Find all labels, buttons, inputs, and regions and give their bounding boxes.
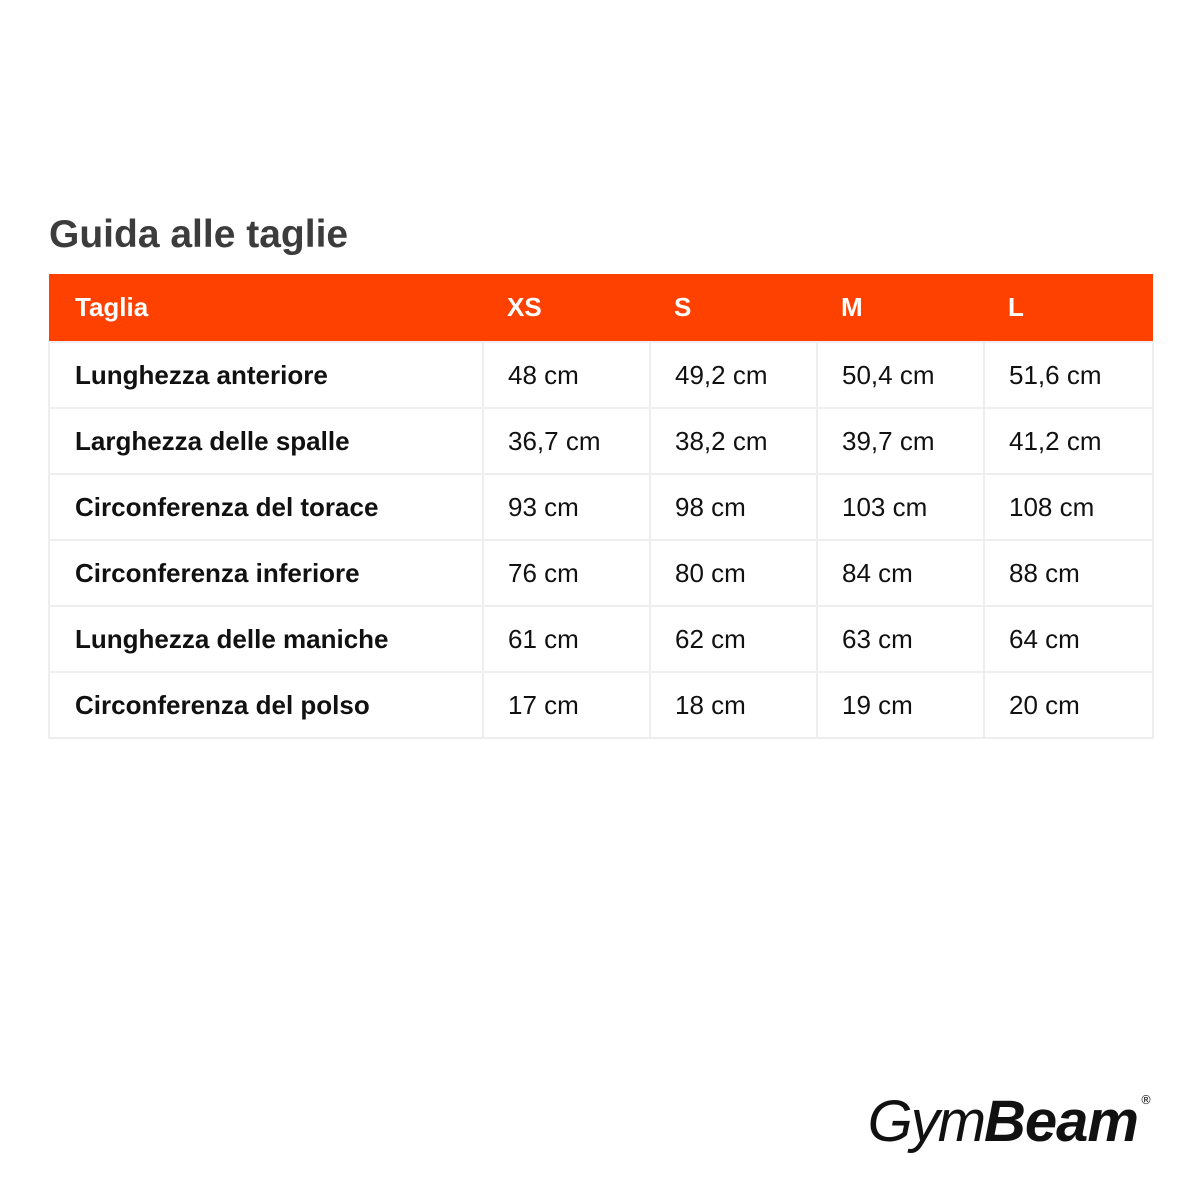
header-taglia: Taglia [49,274,483,342]
header-size-s: S [650,274,817,342]
table-cell: 48 cm [483,342,650,408]
table-cell: 63 cm [817,606,984,672]
gymbeam-logo [868,1090,1152,1154]
logo-text-beam: Beam [984,1089,1138,1154]
table-row [49,606,1153,672]
table-header-row [49,274,1153,342]
table-cell: 36,7 cm [483,408,650,474]
table-cell: 93 cm [483,474,650,540]
table-cell: 88 cm [984,540,1153,606]
table-cell: 49,2 cm [650,342,817,408]
table-cell: 51,6 cm [984,342,1153,408]
table-row [49,408,1153,474]
table-cell: 64 cm [984,606,1153,672]
table-cell: 98 cm [650,474,817,540]
table-cell: 76 cm [483,540,650,606]
table-row [49,540,1153,606]
row-label: Circonferenza del torace [49,474,483,540]
size-guide-table [48,274,1154,739]
header-size-m: M [817,274,984,342]
table-cell: 41,2 cm [984,408,1153,474]
logo-text-gym: Gym [867,1089,985,1154]
row-label: Lunghezza anteriore [49,342,483,408]
table-cell: 39,7 cm [817,408,984,474]
table-cell: 20 cm [984,672,1153,738]
table-row [49,672,1153,738]
header-size-l: L [984,274,1153,342]
row-label: Circonferenza del polso [49,672,483,738]
table-cell: 38,2 cm [650,408,817,474]
table-cell: 17 cm [483,672,650,738]
table-cell: 18 cm [650,672,817,738]
table-cell: 50,4 cm [817,342,984,408]
table-cell: 19 cm [817,672,984,738]
table-cell: 103 cm [817,474,984,540]
table-row [49,474,1153,540]
row-label: Lunghezza delle maniche [49,606,483,672]
page-title: Guida alle taglie [49,213,349,256]
table-cell: 61 cm [483,606,650,672]
row-label: Circonferenza inferiore [49,540,483,606]
table-cell: 80 cm [650,540,817,606]
row-label: Larghezza delle spalle [49,408,483,474]
table-cell: 62 cm [650,606,817,672]
table-cell: 84 cm [817,540,984,606]
registered-mark: ® [1140,1093,1152,1107]
table-cell: 108 cm [984,474,1153,540]
header-size-xs: XS [483,274,650,342]
table-row [49,342,1153,408]
